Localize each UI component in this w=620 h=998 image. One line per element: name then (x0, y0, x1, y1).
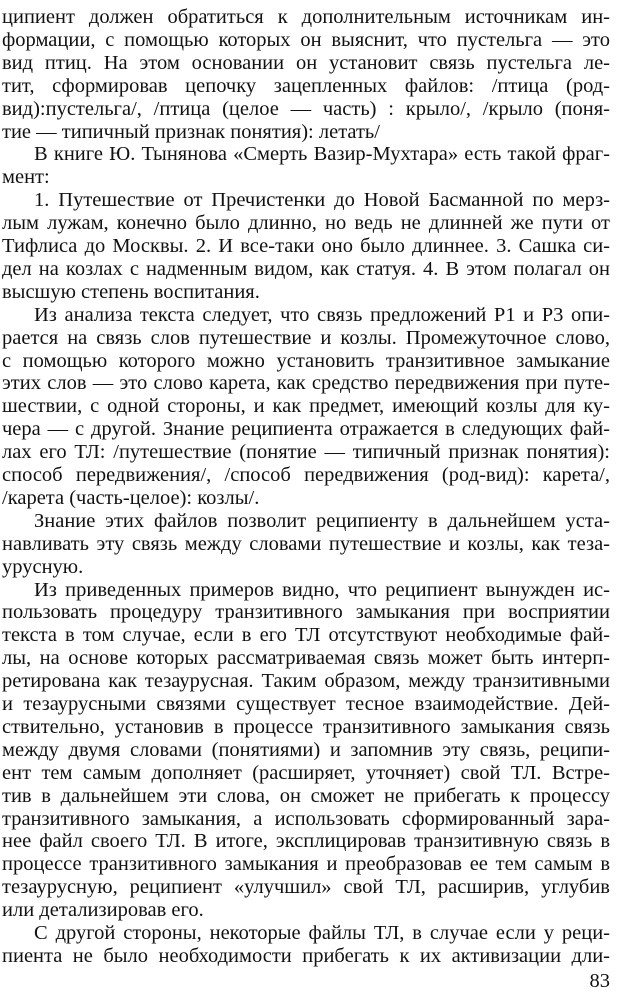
text-line: Из анализа текста следует, что связь предложений P1 и P3 опи- (34, 303, 610, 326)
text-line: Тифлиса до Москвы. 2. И все-таки оно было длиннее. 3. Сашка си- (2, 235, 610, 257)
text-line: пользовать процедуру транзитивного замыкания при восприятии (2, 601, 610, 624)
text-line: или детализировав его. (2, 899, 204, 922)
text-line: процессе транзитивного замыкания и преобразовав ее тем самым в (2, 853, 610, 876)
text-line: лы, на основе которых рассматриваемая связь может быть интерп- (2, 647, 610, 670)
text-line: текста в том случае, если в его ТЛ отсутствуют необходимые фай- (2, 624, 610, 647)
text-line: лым лужам, конечно было длинно, но ведь не длинней же пути от (2, 212, 610, 235)
text-line: этих слов — это слово карета, как средство передвижения при путе- (2, 372, 610, 395)
text-line: мент: (2, 166, 50, 189)
text-line: шествии, с одной стороны, и как предмет, имеющий козлы для ку- (2, 395, 610, 418)
text-line: ципиент должен обратиться к дополнительным источникам ин- (2, 6, 610, 28)
text-line: пиента не было необходимости прибегать к их активизации дли- (2, 944, 610, 967)
text-line: навливать эту связь между словами путешествие и козлы, как теза- (2, 532, 610, 555)
text-line: урусную. (2, 555, 84, 578)
text-line: тезаурусную, реципиент «улучшил» свой ТЛ, расширив, углубив (2, 876, 610, 899)
text-line: Знание этих файлов позволит реципиенту в дальнейшем уста- (34, 509, 610, 532)
text-line: тие — типичный признак понятия): летать/ (2, 120, 380, 143)
text-line: рается на связь слов путешествие и козлы. Промежуточное слово, (2, 326, 610, 349)
text-line: дел на козлах с надменным видом, как статуя. 4. В этом полагал он (2, 257, 610, 280)
text-line: В книге Ю. Тынянова «Смерть Вазир-Мухтара» есть такой фраг- (34, 143, 610, 166)
text-line: Из приведенных примеров видно, что реципиент вынужден ис- (34, 578, 610, 601)
text-line: ент тем самым дополняет (расширяет, уточняет) свой ТЛ. Встре- (2, 761, 610, 784)
text-line: способ передвижения/, /способ передвижения (род-вид): карета/, (2, 464, 610, 486)
text-line: с помощью которого можно установить транзитивное замыкание (2, 349, 610, 372)
text-line: между двумя словами (понятиями) и запомнив эту связь, реципи- (2, 738, 610, 761)
text-line: ствительно, установив в процессе транзитивного замыкания связь (2, 715, 610, 738)
page-number: 83 (589, 970, 610, 992)
text-line: /карета (часть-целое): козлы/. (2, 486, 260, 509)
text-line: нее файл своего ТЛ. В итоге, эксплицировав транзитивную связь в (2, 830, 610, 853)
text-line: ретирована как тезаурусная. Таким образом, между транзитивными (2, 670, 610, 693)
text-line: С другой стороны, некоторые файлы ТЛ, в случае если у реци- (34, 922, 610, 944)
text-line: чера — с другой. Знание реципиента отражается в следующих фай- (2, 418, 610, 441)
text-line: транзитивного замыкания, а использовать сформированный зара- (2, 807, 610, 830)
text-line: формации, с помощью которых он выяснит, что пустельга — это (2, 28, 610, 51)
text-line: и тезаурусными связями существует тесное взаимодействие. Дей- (2, 693, 610, 715)
text-line: лах его ТЛ: /путешествие (понятие — типичный признак понятия): (2, 441, 610, 464)
text-line: вид):пустельга/, /птица (целое — часть) : крыло/, /крыло (поня- (2, 97, 610, 120)
text-line: тит, сформировав цепочку зацепленных файлов: /птица (род- (2, 74, 610, 97)
text-line: тив в дальнейшем эти слова, он сможет не прибегать к процессу (2, 784, 610, 807)
text-line: вид птиц. На этом основании он установит связь пустельга ле- (2, 51, 610, 74)
text-line: высшую степень воспитания. (2, 280, 260, 303)
text-line: 1. Путешествие от Пречистенки до Новой Басманной по мерз- (34, 189, 610, 212)
